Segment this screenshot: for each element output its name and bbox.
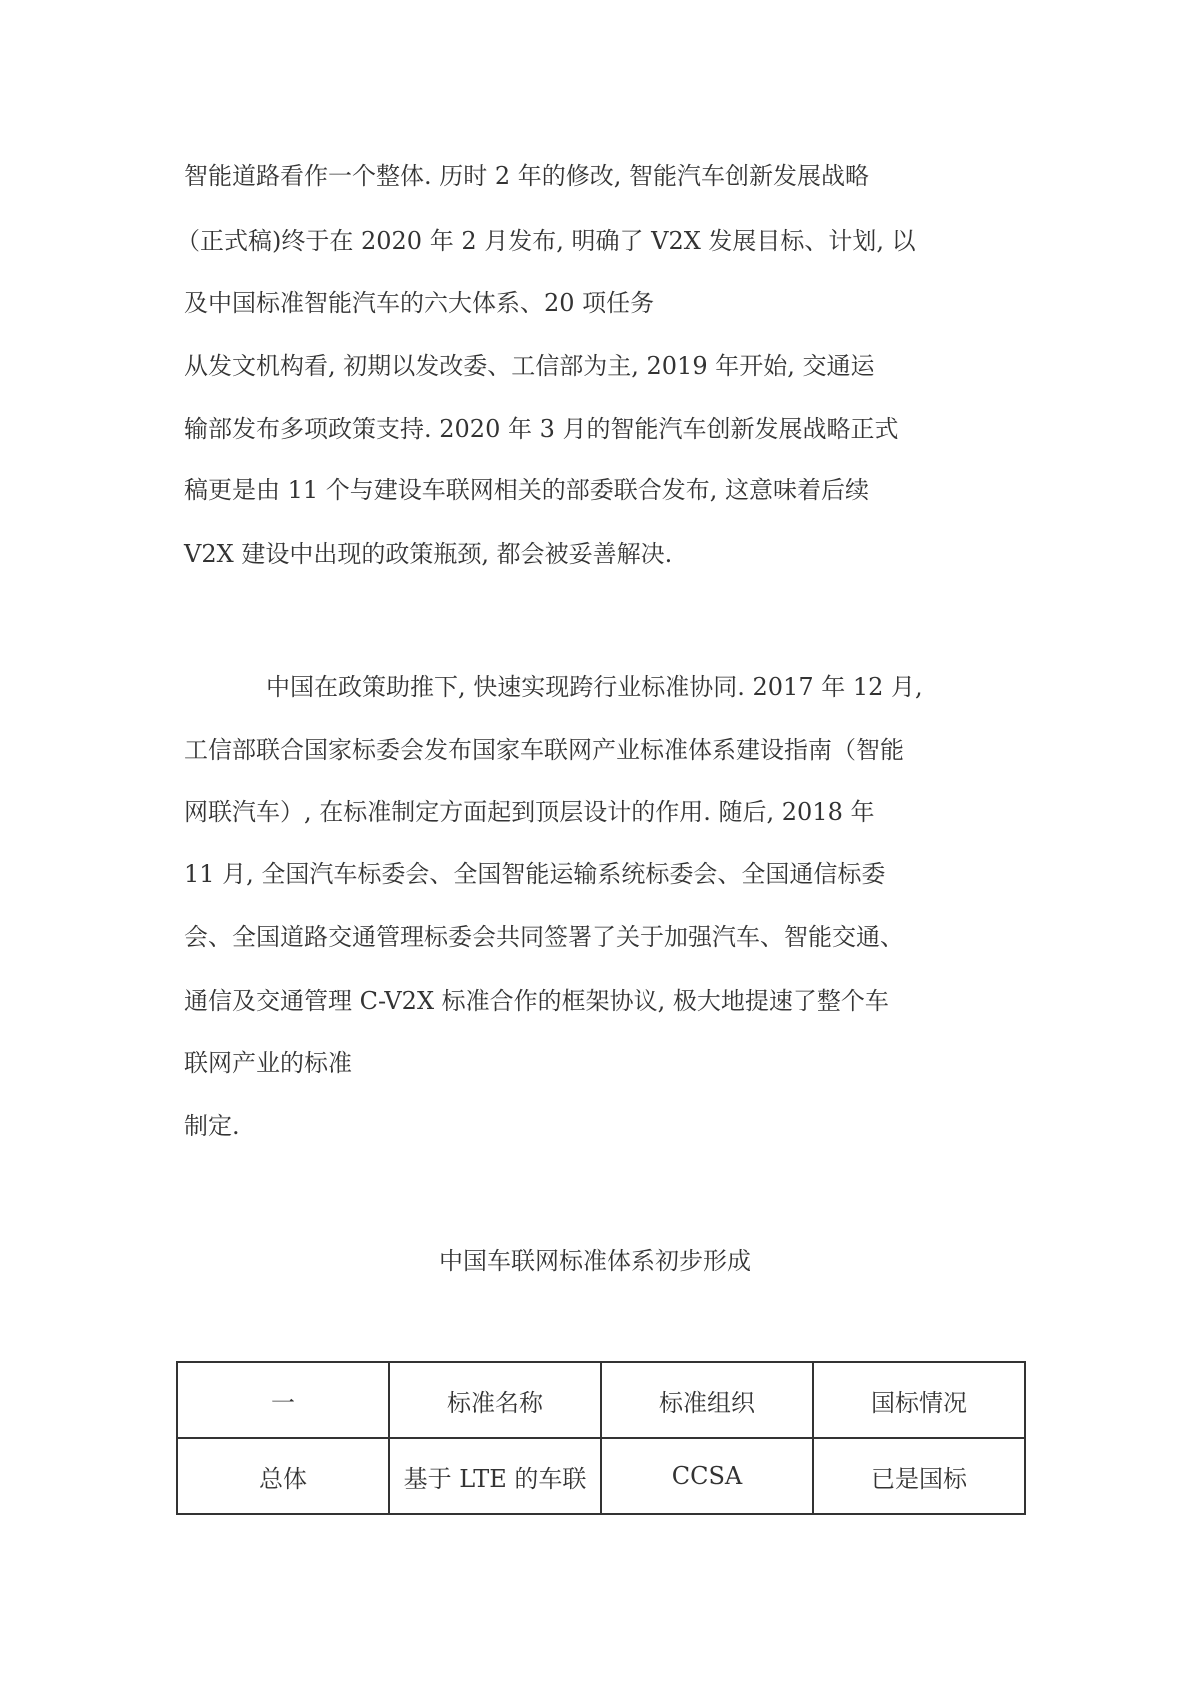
text-line: 制定. [184,1112,240,1140]
table-cell: 已是国标 [813,1438,1025,1514]
text-line: （正式稿)终于在 2020 年 2 月发布, 明确了 V2X 发展目标、计划, 以 [176,227,916,255]
text-line: 11 月, 全国汽车标委会、全国智能运输系统标委会、全国通信标委 [184,860,886,888]
text-line: 及中国标准智能汽车的六大体系、20 项任务 [184,289,655,317]
table-cell: 基于 LTE 的车联 [389,1438,601,1514]
text-line: 输部发布多项政策支持. 2020 年 3 月的智能汽车创新发展战略正式 [184,415,899,443]
table-cell: CCSA [601,1438,813,1514]
text-line: V2X 建设中出现的政策瓶颈, 都会被妥善解决. [184,540,673,568]
text-line: 工信部联合国家标委会发布国家车联网产业标准体系建设指南（智能 [184,736,904,764]
table-header-row [177,1362,1025,1438]
table-cell: 总体 [177,1438,389,1514]
text-line: 中国在政策助推下, 快速实现跨行业标准协同. 2017 年 12 月, [266,673,923,701]
table-title: 中国车联网标准体系初步形成 [439,1247,751,1275]
header-cell: 标准组织 [601,1362,813,1438]
text-line: 从发文机构看, 初期以发改委、工信部为主, 2019 年开始, 交通运 [184,352,875,380]
text-line: 会、全国道路交通管理标委会共同签署了关于加强汽车、智能交通、 [184,923,904,951]
text-line: 网联汽车）, 在标准制定方面起到顶层设计的作用. 随后, 2018 年 [184,798,875,826]
table-row [177,1438,1025,1514]
text-line: 智能道路看作一个整体. 历时 2 年的修改, 智能汽车创新发展战略 [184,162,870,190]
text-line: 通信及交通管理 C-V2X 标准合作的框架协议, 极大地提速了整个车 [184,987,889,1015]
text-line: 稿更是由 11 个与建设车联网相关的部委联合发布, 这意味着后续 [184,476,870,504]
header-cell: 标准名称 [389,1362,601,1438]
header-cell: 国标情况 [813,1362,1025,1438]
standards-table [176,1361,1026,1515]
text-line: 联网产业的标准 [184,1049,352,1077]
header-cell: 一 [177,1362,389,1438]
